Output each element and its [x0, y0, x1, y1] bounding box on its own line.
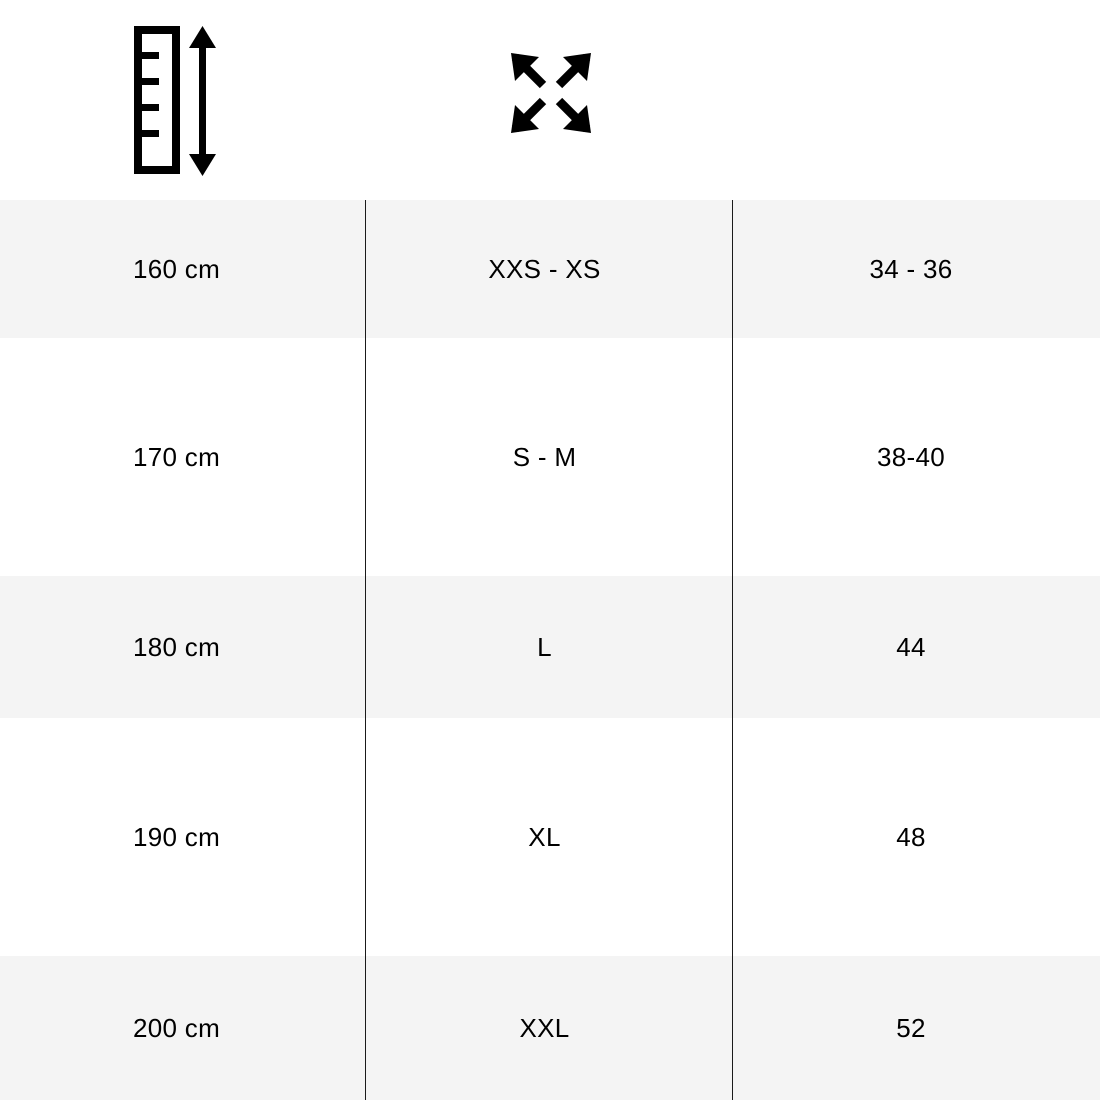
cell-numeric-size: 34 - 36	[869, 254, 953, 284]
cell-letter-size: XXL	[519, 1013, 570, 1043]
cell-height: 190 cm	[132, 822, 221, 852]
table-row	[0, 956, 1100, 1100]
table-row	[0, 338, 1100, 576]
cell-numeric-size: 38-40	[877, 442, 945, 472]
cell-height: 160 cm	[132, 254, 221, 284]
header-cell-numeric-size	[732, 0, 1100, 200]
cell-letter-size: XL	[528, 822, 561, 852]
header-cell-letter-size	[365, 0, 732, 200]
chart-header-row	[0, 0, 1100, 200]
cell-numeric-size: 52	[896, 1013, 926, 1043]
header-cell-height	[0, 0, 365, 200]
cell-height: 180 cm	[132, 632, 221, 662]
cell-letter-size: XXS - XS	[488, 254, 601, 284]
cell-numeric-size: 44	[896, 632, 926, 662]
column-divider-1	[365, 200, 366, 1100]
table-row	[0, 576, 1100, 718]
cell-height: 200 cm	[132, 1013, 221, 1043]
table-row	[0, 718, 1100, 956]
cell-height: 170 cm	[132, 442, 221, 472]
cell-letter-size: L	[537, 632, 552, 662]
column-divider-2	[732, 200, 733, 1100]
cell-numeric-size: 48	[896, 822, 926, 852]
ruler-height-icon	[134, 26, 226, 181]
size-expand-arrows-icon	[505, 47, 597, 144]
table-row	[0, 200, 1100, 338]
cell-letter-size: S - M	[512, 442, 577, 472]
